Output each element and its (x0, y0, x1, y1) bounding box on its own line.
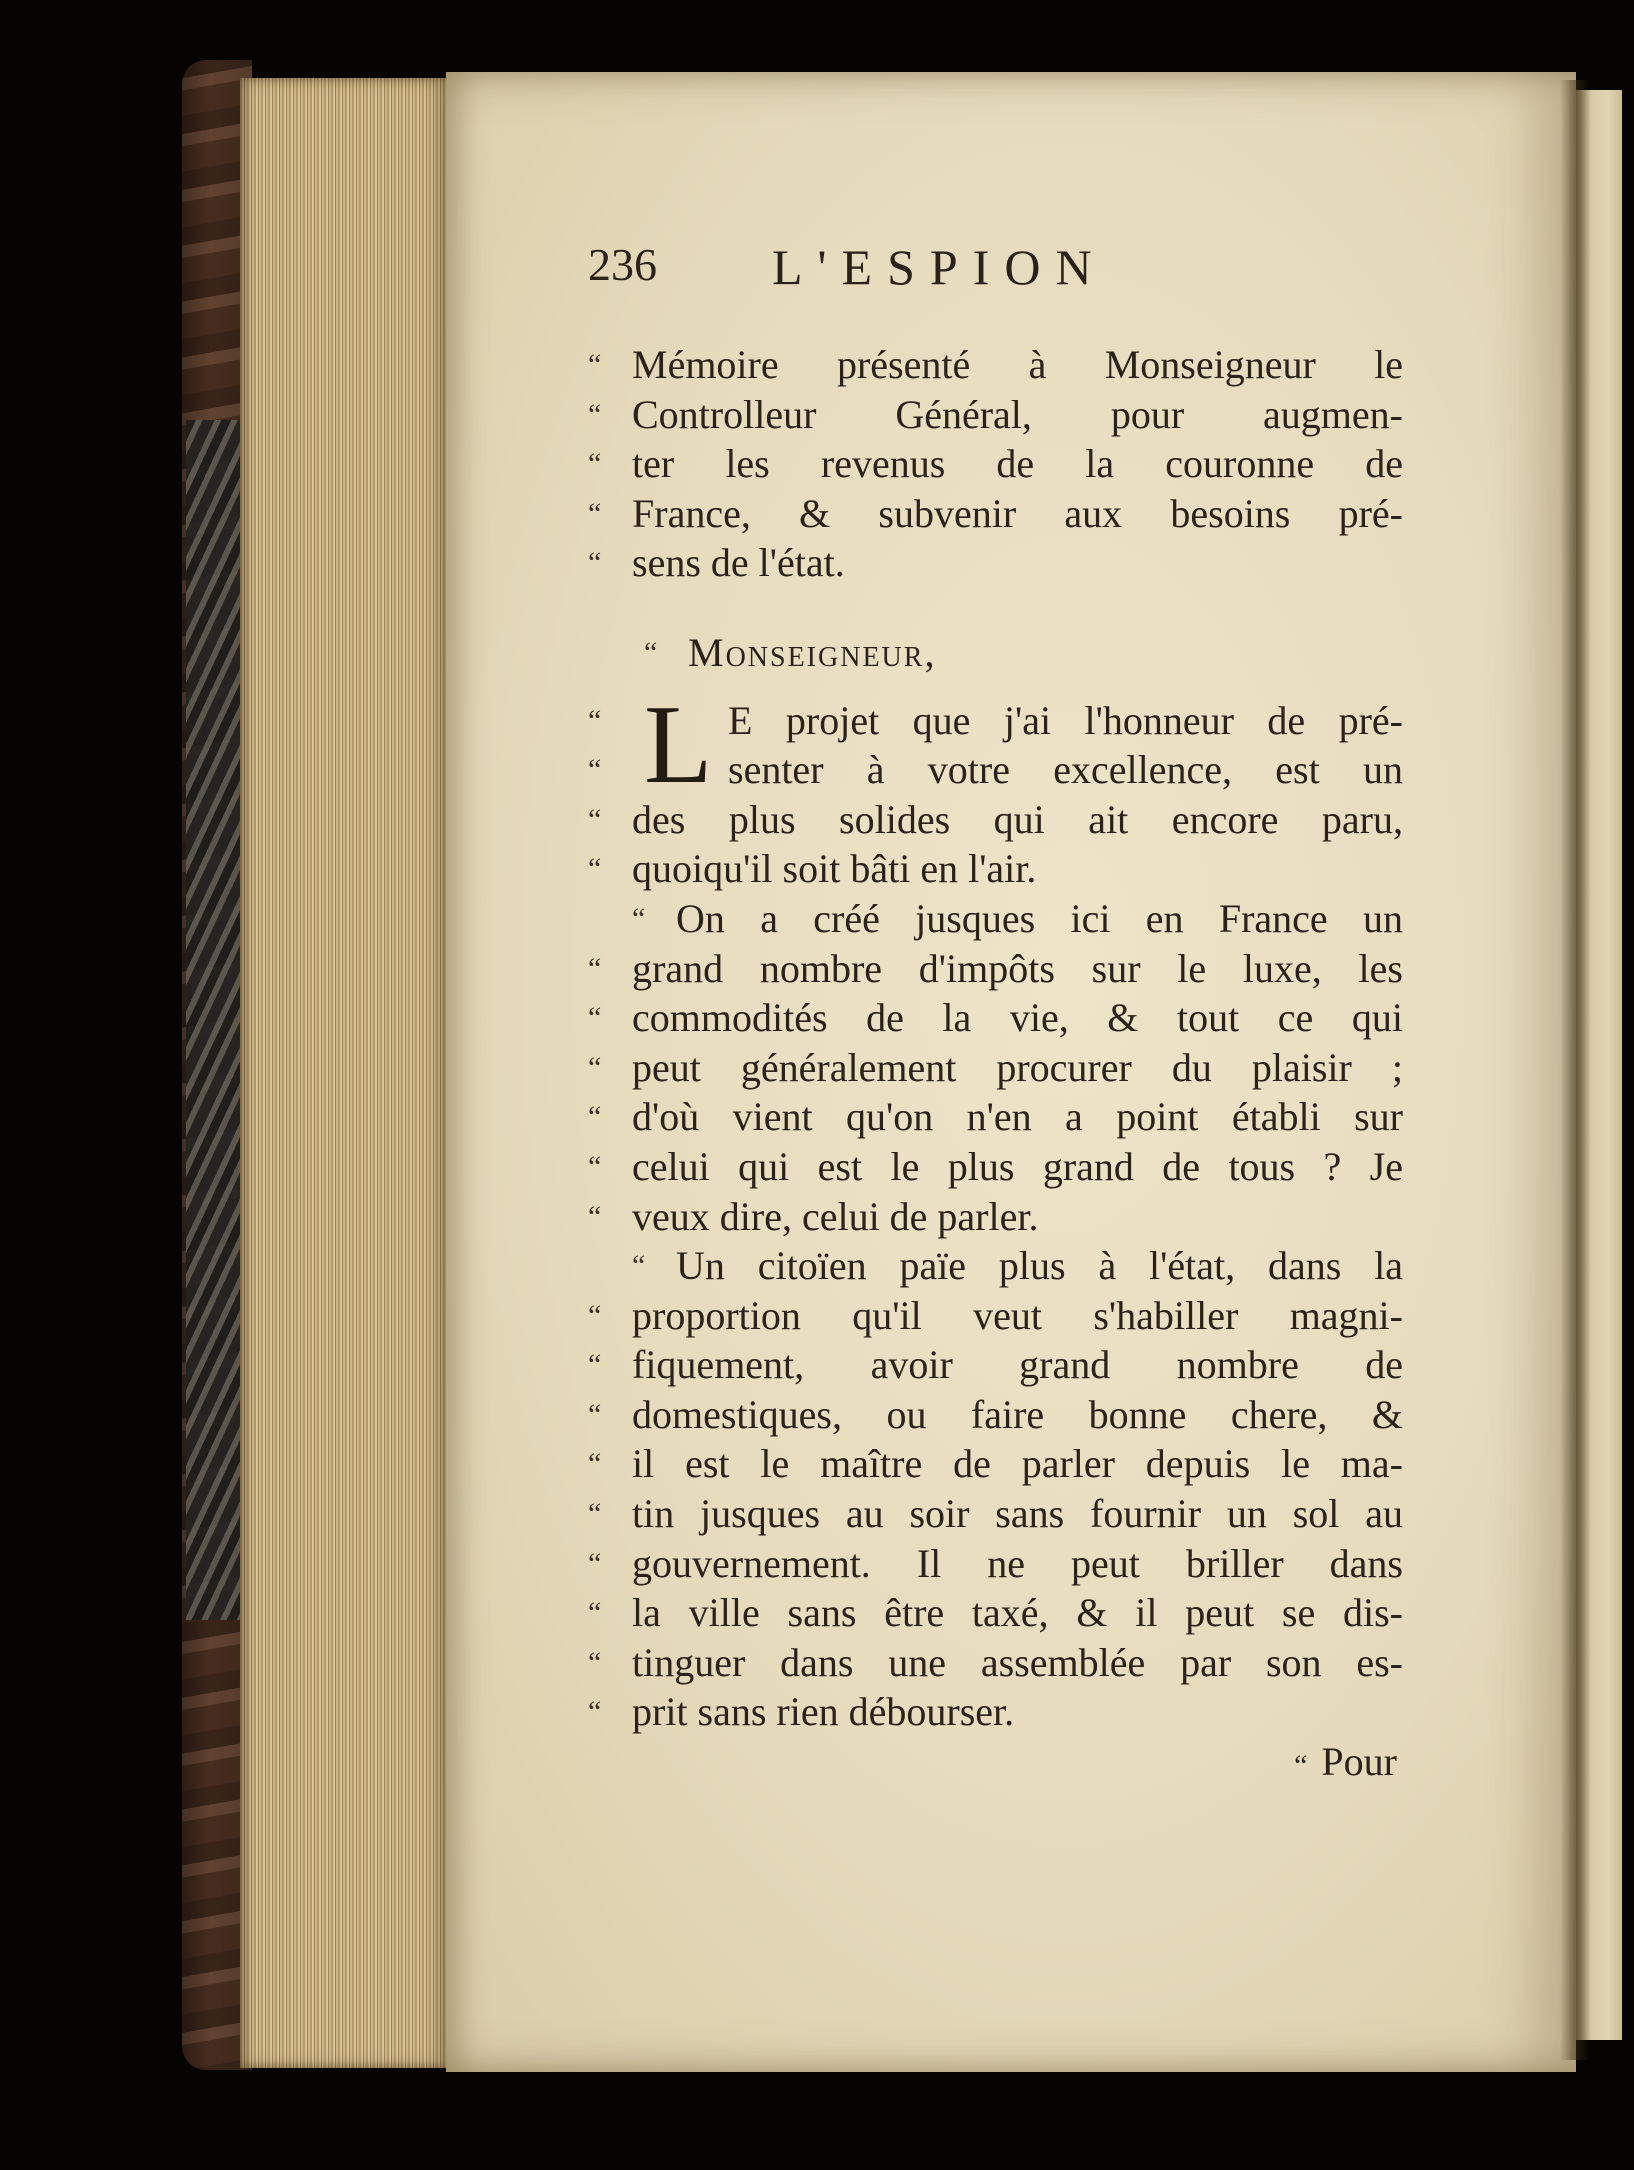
quote-mark: “ (588, 1497, 602, 1531)
text-line (588, 944, 1403, 994)
text-line (588, 538, 1403, 588)
page-edges (240, 78, 446, 2068)
quote-mark: “ (588, 447, 602, 481)
quote-mark: “ (632, 1249, 646, 1283)
paragraph-line: quoiqu'il soit bâti en l'air. (632, 846, 1037, 892)
paragraph-line: des plus solides qui ait encore paru, (632, 796, 1403, 842)
heading-line: ter les revenus de la couronne de (632, 441, 1403, 487)
paragraph-line: il est le maître de parler depuis le ma- (632, 1441, 1403, 1487)
running-title: L'ESPION (772, 239, 1107, 295)
quote-mark: “ (588, 1397, 602, 1431)
text-line (588, 390, 1403, 440)
quote-mark: “ (588, 951, 602, 985)
heading-line: France, & subvenir aux besoins pré- (632, 490, 1403, 536)
quote-mark: “ (588, 1050, 602, 1084)
salutation: Monseigneur, (688, 629, 937, 675)
quote-mark: “ (588, 1100, 602, 1134)
quote-mark: “ (588, 1645, 602, 1679)
text-line (588, 1539, 1403, 1589)
quote-mark: “ (588, 496, 602, 530)
quote-mark: “ (588, 1348, 602, 1382)
text-line (588, 795, 1403, 845)
paragraph-line: proportion qu'il veut s'habiller magni- (632, 1292, 1403, 1338)
quote-mark: “ (588, 397, 602, 431)
paragraph-line: tinguer dans une assemblée par son es- (632, 1639, 1403, 1685)
paragraph-line: senter à votre excellence, est un (728, 747, 1403, 793)
paragraph-line: gouvernement. Il ne peut briller dans (632, 1540, 1403, 1586)
quote-mark: “ (1294, 1749, 1308, 1783)
paragraph-line: fiquement, avoir grand nombre de (632, 1342, 1403, 1388)
paragraph-line: la ville sans être taxé, & il peut se dis- (632, 1590, 1403, 1636)
quote-mark: “ (588, 1447, 602, 1481)
quote-mark: “ (588, 1298, 602, 1332)
page-text (588, 340, 1403, 1787)
text-line (588, 1043, 1403, 1093)
page-gutter (1560, 80, 1590, 2060)
paragraph-line: commodités de la vie, & tout ce qui (632, 995, 1403, 1041)
quote-mark: “ (588, 1199, 602, 1233)
text-line (588, 844, 1403, 894)
drop-capital: L (644, 682, 713, 807)
quote-mark: “ (588, 1149, 602, 1183)
text-line (588, 439, 1403, 489)
heading-line: sens de l'état. (632, 540, 845, 586)
paragraph-line: Un citoïen païe plus à l'état, dans la (676, 1243, 1403, 1289)
quote-mark: “ (588, 1596, 602, 1630)
text-line (588, 1489, 1403, 1539)
paragraph-line: celui qui est le plus grand de tous ? Je (632, 1143, 1403, 1189)
heading-line: Controlleur Général, pour augmen- (632, 391, 1403, 437)
paragraph-line: grand nombre d'impôts sur le luxe, les (632, 945, 1403, 991)
quote-mark: “ (588, 546, 602, 580)
text-line (588, 340, 1403, 390)
text-line (588, 1291, 1403, 1341)
page-number: 236 (588, 239, 657, 290)
paragraph-line: On a créé jusques ici en France un (676, 895, 1403, 941)
text-line (588, 1588, 1403, 1638)
text-line (588, 1142, 1403, 1192)
text-line (588, 1192, 1403, 1242)
text-line (588, 1092, 1403, 1142)
running-head (588, 238, 1408, 308)
quote-mark: “ (644, 635, 658, 669)
catchword: Pour (1321, 1739, 1397, 1785)
paragraph-line: d'où vient qu'on n'en a point établi sur (632, 1094, 1403, 1140)
text-line (588, 993, 1403, 1043)
paragraph-line: tin jusques au soir sans fournir un sol au (632, 1491, 1403, 1537)
text-line (588, 1687, 1403, 1737)
text-line (588, 1439, 1403, 1489)
text-line (588, 1340, 1403, 1390)
text-line (588, 628, 1403, 678)
paragraph-line: E projet que j'ai l'honneur de pré- (728, 697, 1403, 743)
catchword-line (588, 1737, 1403, 1787)
paragraph-line: veux dire, celui de parler. (632, 1193, 1039, 1239)
quote-mark: “ (588, 348, 602, 381)
paragraph-line: domestiques, ou faire bonne chere, & (632, 1391, 1403, 1437)
text-line (588, 1638, 1403, 1688)
paragraph-line: peut généralement procurer du plaisir ; (632, 1044, 1403, 1090)
quote-mark: “ (588, 703, 602, 737)
text-line (588, 1390, 1403, 1440)
heading-line: Mémoire présenté à Monseigneur le (632, 342, 1403, 387)
text-line (588, 1241, 1403, 1291)
text-line (588, 894, 1403, 944)
text-line (588, 745, 1403, 795)
quote-mark: “ (588, 753, 602, 787)
spacer (588, 588, 1403, 628)
quote-mark: “ (588, 802, 602, 836)
paragraph-line: prit sans rien débourser. (632, 1689, 1015, 1735)
marbled-cover (186, 420, 246, 1620)
quote-mark: “ (588, 1695, 602, 1729)
quote-mark: “ (588, 1546, 602, 1580)
text-line (588, 489, 1403, 539)
quote-mark: “ (588, 1001, 602, 1035)
quote-mark: “ (632, 901, 646, 935)
quote-mark: “ (588, 852, 602, 886)
